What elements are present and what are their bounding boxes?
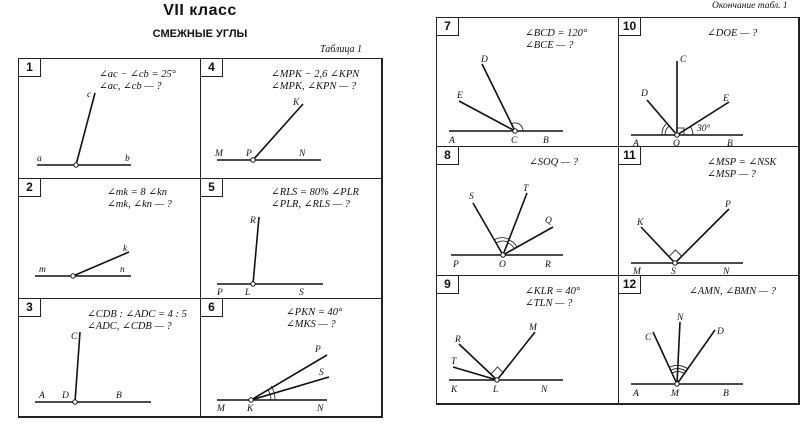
vertex-point <box>71 274 75 278</box>
ray-ce <box>459 101 515 131</box>
label-P: P <box>725 200 731 210</box>
figure-adjacent-angles <box>201 299 382 417</box>
vertex-point <box>513 129 517 133</box>
label-C: C <box>680 55 687 65</box>
page-subtitle: СМЕЖНЫЕ УГЛЫ <box>152 28 248 40</box>
label-M: M <box>633 267 641 276</box>
label-P: P <box>246 149 252 159</box>
vertex-point <box>249 398 253 402</box>
label-B: B <box>727 139 733 147</box>
problem-line: ∠MSP = ∠NSK <box>707 157 777 168</box>
figure-adjacent-angles <box>437 18 619 147</box>
figure-adjacent-angles <box>201 179 382 299</box>
label-b: b <box>125 154 130 164</box>
problem-line: ∠MKS — ? <box>286 319 336 330</box>
label-N: N <box>677 313 684 323</box>
label-L: L <box>245 288 251 298</box>
problem-line: ∠PLR, ∠RLS — ? <box>271 199 350 210</box>
problem-line: ∠KLR = 40° <box>525 286 581 297</box>
problem-cell-5 <box>201 179 382 299</box>
problem-cell-9 <box>437 276 619 404</box>
angle-arc <box>496 241 508 243</box>
vertex-point <box>251 282 255 286</box>
label-R: R <box>455 335 461 345</box>
ray-sp <box>675 209 729 263</box>
label-A: A <box>449 136 455 146</box>
figure-adjacent-angles <box>19 179 201 299</box>
problem-line: ∠BCD = 120° <box>525 28 588 39</box>
problem-line: ∠mk = 8 ∠kn <box>107 187 167 198</box>
problem-number: 12 <box>619 276 641 294</box>
label-L: L <box>493 385 499 395</box>
problem-line: ∠RLS = 80% ∠PLR <box>271 187 359 198</box>
problem-line: ∠SOQ — ? <box>529 157 579 168</box>
problem-line: ∠MSP — ? <box>707 169 756 180</box>
angle-arc <box>509 240 517 247</box>
label-R: R <box>250 216 256 226</box>
problem-line: ∠DOE — ? <box>707 28 758 39</box>
ray-md <box>677 330 715 384</box>
label-A: A <box>633 389 639 399</box>
problem-line: ∠ac − ∠cb = 25° <box>99 69 176 80</box>
problem-line: ∠TLN — ? <box>525 298 573 309</box>
ray-mc <box>653 332 677 384</box>
ray-ot <box>503 193 527 255</box>
vertex-point <box>501 253 505 257</box>
figure-adjacent-angles <box>437 276 619 404</box>
problem-number: 8 <box>437 147 459 165</box>
problem-line: ∠MPK − 2,6 ∠KPN <box>271 69 360 80</box>
problem-cell-12 <box>619 276 799 404</box>
label-M: M <box>529 323 537 333</box>
angle-arc <box>494 238 509 240</box>
label-R: R <box>545 260 551 270</box>
problem-number: 5 <box>201 179 223 197</box>
figure-adjacent-angles <box>201 59 382 179</box>
problem-line: ∠ac, ∠cb — ? <box>99 81 162 92</box>
label-B: B <box>543 136 549 146</box>
ray-cd <box>482 64 515 131</box>
label-C: C <box>645 333 652 343</box>
problem-number: 6 <box>201 299 223 317</box>
problem-line: ∠ADC, ∠CDB — ? <box>87 321 172 332</box>
problem-number: 10 <box>619 18 641 36</box>
angle-arc <box>690 126 693 135</box>
label-C: C <box>511 136 518 146</box>
label-N: N <box>299 149 306 159</box>
figure-adjacent-angles <box>619 276 799 404</box>
problem-line: ∠MPK, ∠KPN — ? <box>271 81 357 92</box>
problem-cell-4 <box>201 59 382 179</box>
label-O: O <box>673 139 680 147</box>
problem-number: 9 <box>437 276 459 294</box>
problem-line: ∠AMN, ∠BMN — ? <box>689 286 777 297</box>
angle-arc <box>665 126 669 135</box>
label-S: S <box>469 192 474 202</box>
label-M: M <box>671 389 679 399</box>
label-A: A <box>39 391 45 401</box>
label-N: N <box>541 385 548 395</box>
figure-adjacent-angles <box>619 18 799 147</box>
vertex-point <box>74 163 78 167</box>
figure-adjacent-angles <box>19 59 201 179</box>
problem-cell-6 <box>201 299 382 417</box>
problem-number: 2 <box>19 179 41 197</box>
label-B: B <box>723 389 729 399</box>
label-Q: Q <box>545 216 552 226</box>
problem-number: 1 <box>19 59 41 77</box>
label-T: T <box>523 184 529 194</box>
label-A: A <box>633 139 639 147</box>
label-E: E <box>723 94 729 104</box>
label-D: D <box>641 89 648 99</box>
vertex-point <box>673 261 677 265</box>
problem-table-left <box>18 58 383 418</box>
label-K: K <box>637 218 644 228</box>
problem-number: 3 <box>19 299 41 317</box>
problem-cell-8 <box>437 147 619 276</box>
label-O: O <box>499 260 506 270</box>
label-D: D <box>717 327 724 337</box>
figure-adjacent-angles <box>619 147 799 276</box>
vertex-point <box>73 400 77 404</box>
vertex-point <box>495 378 499 382</box>
problem-cell-3 <box>19 299 201 417</box>
ray-lm <box>497 332 535 380</box>
label-P: P <box>217 288 223 298</box>
right-angle-mark <box>669 250 682 257</box>
problem-line: ∠BCE — ? <box>525 40 574 51</box>
ray-od <box>647 100 677 135</box>
table-continuation-caption: Окончание табл. 1 <box>712 1 788 11</box>
label-M: M <box>217 404 225 414</box>
label-P: P <box>315 345 321 355</box>
label-angle: 30° <box>697 124 711 134</box>
problem-cell-11 <box>619 147 799 276</box>
label-S: S <box>319 368 324 378</box>
label-K: K <box>451 385 458 395</box>
problem-number: 7 <box>437 18 459 36</box>
label-T: T <box>451 357 457 367</box>
problem-cell-1 <box>19 59 201 179</box>
problem-line: ∠PKN = 40° <box>286 307 343 318</box>
ray-os <box>473 203 503 255</box>
ray-mn <box>677 322 680 384</box>
problem-line: ∠CDB : ∠ADC = 4 : 5 <box>87 309 187 320</box>
label-B: B <box>116 391 122 401</box>
label-K: K <box>293 98 300 108</box>
ray-pk <box>253 104 303 160</box>
figure-adjacent-angles <box>437 147 619 276</box>
problem-cell-2 <box>19 179 201 299</box>
vertex-point <box>675 133 679 137</box>
vertex-point <box>675 382 679 386</box>
label-N: N <box>723 267 730 276</box>
label-S: S <box>671 267 676 276</box>
ray-dc <box>75 332 80 402</box>
label-E: E <box>457 91 463 101</box>
problem-number: 4 <box>201 59 223 77</box>
label-c: c <box>87 90 92 100</box>
table-caption: Таблица 1 <box>320 44 362 55</box>
problem-cell-10 <box>619 18 799 147</box>
label-a: a <box>37 154 42 164</box>
angle-arc <box>508 243 514 248</box>
ray-kp <box>251 355 327 400</box>
label-C: C <box>71 332 78 342</box>
label-k: k <box>123 244 128 254</box>
label-m: m <box>39 265 46 275</box>
label-D: D <box>481 55 488 65</box>
ray-sk <box>641 227 675 263</box>
label-M: M <box>215 149 223 159</box>
label-K: K <box>247 404 254 414</box>
problem-cell-7 <box>437 18 619 147</box>
ray-c <box>76 93 95 165</box>
ray-ks <box>251 377 329 400</box>
figure-adjacent-angles <box>19 299 201 417</box>
label-S: S <box>299 288 304 298</box>
angle-arc <box>672 372 685 374</box>
ray-lr <box>253 217 259 284</box>
label-N: N <box>317 404 324 414</box>
label-D: D <box>62 391 69 401</box>
problem-line: ∠mk, ∠kn — ? <box>107 199 172 210</box>
label-P: P <box>453 260 459 270</box>
problem-number: 11 <box>619 147 641 165</box>
label-n: n <box>120 265 125 275</box>
page-title: VII класс <box>163 2 237 19</box>
problem-table-right <box>436 17 800 405</box>
